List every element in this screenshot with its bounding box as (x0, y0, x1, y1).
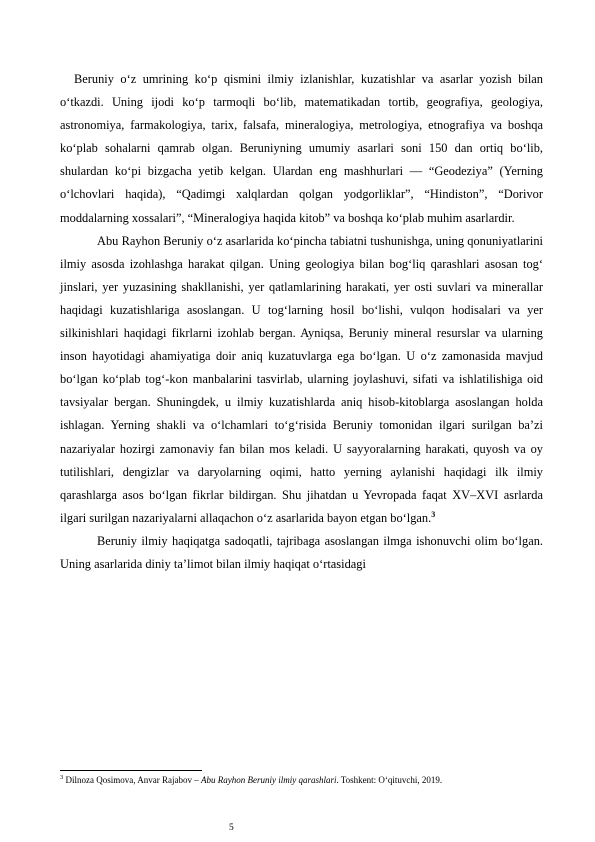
footnote-marker: 3 (60, 774, 64, 781)
footnote-authors: Dilnoza Qosimova, Anvar Rajabov – (65, 775, 201, 785)
paragraph-3: Beruniy ilmiy haqiqatga sadoqatli, tajribaga asoslangan ilmga ishonuvchi olim bo‘lgan. Uning asarlarida diniy ta’limot bilan ilmiy haqiqat o‘rtasidagi (60, 533, 543, 571)
footnote-publisher: . Toshkent: O‘qituvchi, 2019. (336, 775, 443, 785)
footnote-reference: 3 (431, 509, 436, 519)
footnote-divider (60, 770, 202, 771)
paragraph-1: Beruniy o‘z umrining ko‘p qismini ilmiy izlanishlar, kuzatishlar va asarlar yozish bilan o‘tkazdi. Uning ijodi ko‘p tarmoqli bo‘lib, matematikadan tortib, geografiya, geologiya, astronomiya, farmakologiya, tarix, falsafa, mineralogiya, metrologiya, etnografiya va boshqa ko‘plab sohalarni qamrab olgan. Beruniyning umumiy asarlari soni 150 dan ortiq bo‘lib, shulardan ko‘pi bizgacha yetib kelgan. Ulardan eng mashhurlari — “Geodeziya” (Yerning o‘lchovlari haqida), “Qadimgi xalqlardan qolgan yodgorliklar”, “Hindiston”, “Dorivor moddalarning xossalari”, “Mineralogiya haqida kitob” va boshqa ko‘plab muhim asarlardir. (60, 72, 543, 225)
footnote (60, 774, 543, 787)
page-body (60, 68, 543, 576)
paragraph-2 (60, 230, 543, 530)
footnote-title: Abu Rayhon Beruniy ilmiy qarashlari (200, 775, 337, 785)
paragraph-2-text: Abu Rayhon Beruniy o‘z asarlarida ko‘pincha tabiatni tushunishga, uning qonuniyatlarini ilmiy asosda izohlashga harakat qilgan. Uning geologiya bilan bog‘liq qarashlari asosan tog‘ jinslari, yer yuzasining shakllanishi, yer qatlamlarining harakati, yer osti suvlari va minerallar haqidagi kuzatishlariga asoslangan. U tog‘larning hosil bo‘lishi, vulqon hodisalari va yer silkinishlari haqidagi fikrlarni izohlab bergan. Ayniqsa, Beruniy mineral resurslar va ularning inson hayotidagi ahamiyatiga doir aniq kuzatuvlarga ega bo‘lgan. U o‘z zamonasida mavjud bo‘lgan ko‘plab tog‘-kon manbalarini tasvirlab, ularning joylashuvi, sifati va ishlatilishiga oid tavsiyalar bergan. Shuningdek, u ilmiy kuzatishlarda aniq hisob-kitoblarga asoslangan holda ishlagan. Yerning shakli va o‘lchamlari to‘g‘risida Beruniy tomonidan ilgari surilgan ba’zi nazariyalar hozirgi zamonaviy fan bilan mos keladi. U sayyoralarning harakati, quyosh va oy tutilishlari, dengizlar va daryolarning oqimi, hatto yerning aylanishi haqidagi ilk ilmiy qarashlarga asos bo‘lgan fikrlar bildirgan. Shu jihatdan u Yevropada faqat XV–XVI asrlarda ilgari surilgan nazariyalarni allaqachon o‘z asarlarida bayon etgan bo‘lgan. (60, 233, 543, 525)
page-number: 5 (229, 823, 234, 833)
